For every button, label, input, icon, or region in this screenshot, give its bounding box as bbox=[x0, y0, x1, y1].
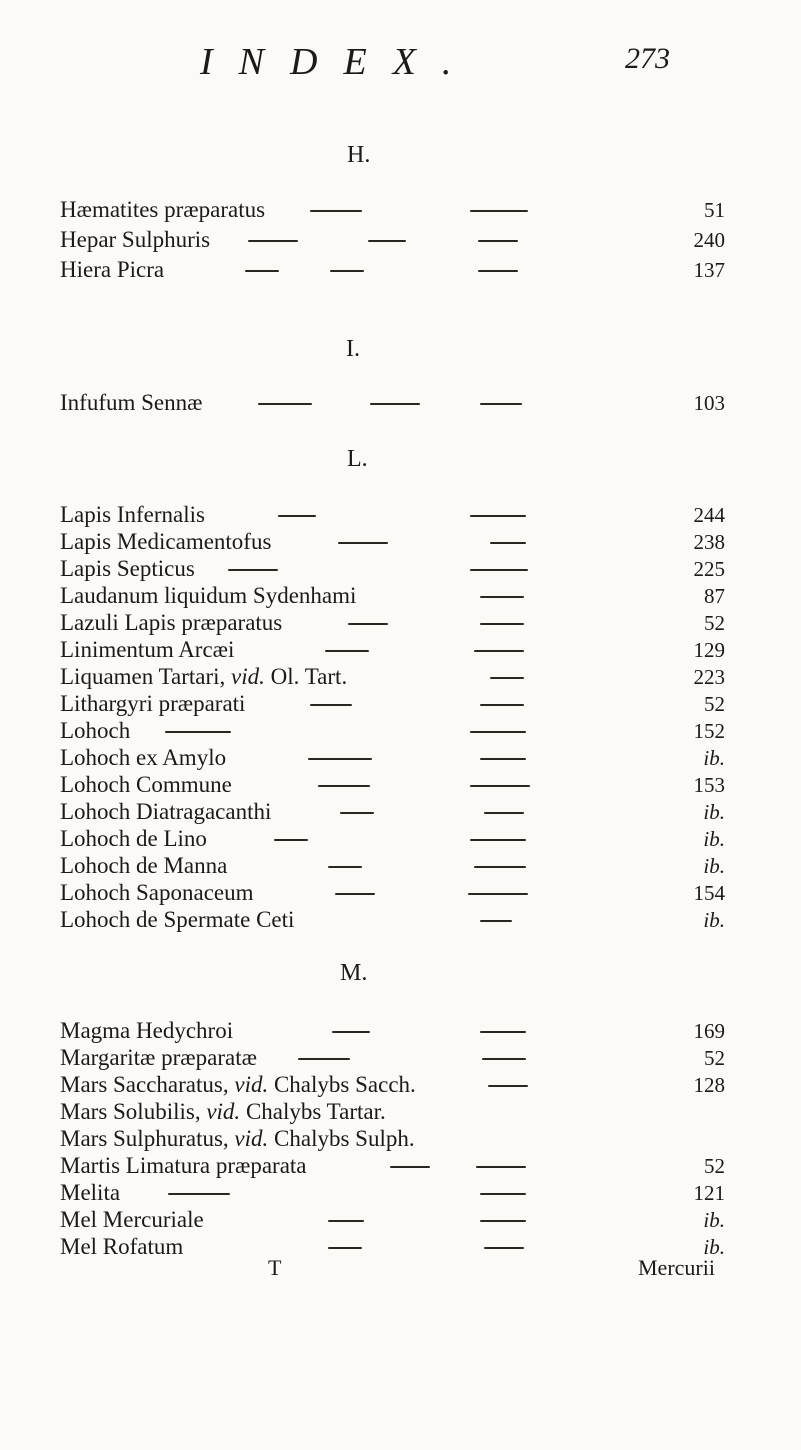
entry-name-part: Mars Sulphuratus, bbox=[60, 1126, 235, 1151]
leader-dash bbox=[328, 1220, 364, 1222]
entry-name-part: Chalybs Tartar. bbox=[240, 1099, 386, 1124]
leader-dash bbox=[470, 515, 526, 517]
leader-dash bbox=[258, 403, 312, 405]
entry-name: Melita bbox=[60, 1180, 121, 1205]
entry-name: Lohoch Saponaceum bbox=[60, 880, 254, 905]
index-entry bbox=[60, 878, 725, 908]
index-entry bbox=[60, 851, 725, 881]
entry-name-part: Chalybs Sulph. bbox=[268, 1126, 415, 1151]
entry-name: Laudanum liquidum Sydenhami bbox=[60, 583, 357, 608]
entry-page: 153 bbox=[693, 773, 725, 797]
entry-page: 240 bbox=[693, 228, 725, 252]
entry-name-part-italic: vid. bbox=[234, 1126, 269, 1151]
entry-name bbox=[60, 1097, 386, 1127]
index-entry bbox=[60, 1205, 725, 1235]
leader-dash bbox=[325, 650, 369, 652]
entry-name-part: Chalybs Sacch. bbox=[268, 1072, 416, 1097]
entry-name bbox=[60, 1070, 416, 1100]
entry-page: ib. bbox=[703, 854, 725, 878]
leader-dash bbox=[484, 812, 524, 814]
index-entry bbox=[60, 1124, 725, 1154]
index-entry bbox=[60, 689, 725, 719]
section-letter-i: I. bbox=[346, 336, 360, 362]
index-entry bbox=[60, 581, 725, 611]
leader-dash bbox=[474, 866, 526, 868]
section-letter-h: H. bbox=[347, 142, 371, 168]
leader-dash bbox=[274, 839, 308, 841]
leader-dash bbox=[390, 1166, 430, 1168]
index-entry bbox=[60, 824, 725, 854]
leader-dash bbox=[248, 240, 298, 242]
entry-name: Lithargyri præparati bbox=[60, 691, 246, 716]
index-entry bbox=[60, 1178, 725, 1208]
leader-dash bbox=[310, 704, 352, 706]
leader-dash bbox=[476, 1166, 526, 1168]
leader-dash bbox=[478, 240, 518, 242]
entry-name: Magma Hedychroi bbox=[60, 1018, 234, 1043]
index-entry bbox=[60, 743, 725, 773]
entry-page: 52 bbox=[704, 1154, 725, 1178]
entry-name-part-italic: vid. bbox=[231, 664, 265, 689]
index-entry bbox=[60, 388, 725, 418]
leader-dash bbox=[330, 270, 364, 272]
entry-name: Lohoch de Spermate Ceti bbox=[60, 907, 295, 932]
leader-dash bbox=[474, 650, 524, 652]
leader-dash bbox=[480, 403, 522, 405]
leader-dash bbox=[470, 785, 530, 787]
entry-name-part-italic: vid. bbox=[234, 1072, 269, 1097]
entry-page: 87 bbox=[704, 584, 725, 608]
entry-page: ib. bbox=[703, 1235, 725, 1259]
index-entry bbox=[60, 797, 725, 827]
section-letter-l: L. bbox=[347, 446, 368, 472]
entry-page: 238 bbox=[693, 530, 725, 554]
entry-name: Lohoch bbox=[60, 718, 131, 743]
entry-name: Martis Limatura præparata bbox=[60, 1153, 307, 1178]
index-entry bbox=[60, 554, 725, 584]
index-entry bbox=[60, 1097, 725, 1127]
entry-page: 152 bbox=[693, 719, 725, 743]
leader-dash bbox=[228, 569, 278, 571]
entry-name: Lohoch de Lino bbox=[60, 826, 207, 851]
page-number: 273 bbox=[625, 42, 670, 75]
leader-dash bbox=[480, 1031, 526, 1033]
entry-page: 154 bbox=[693, 881, 725, 905]
leader-dash bbox=[484, 1247, 524, 1249]
entry-name: Linimentum Arcæi bbox=[60, 637, 235, 662]
entry-name: Lapis Medicamentofus bbox=[60, 529, 272, 554]
index-entry bbox=[60, 1043, 725, 1073]
leader-dash bbox=[370, 403, 420, 405]
entry-page: ib. bbox=[703, 908, 725, 932]
entry-page: 244 bbox=[693, 503, 725, 527]
entry-name: Hæmatites præparatus bbox=[60, 197, 266, 222]
leader-dash bbox=[308, 758, 372, 760]
index-entry bbox=[60, 662, 725, 692]
entry-name: Hiera Picra bbox=[60, 257, 165, 282]
entry-page: 169 bbox=[693, 1019, 725, 1043]
index-entry bbox=[60, 527, 725, 557]
entry-name-part-italic: vid. bbox=[206, 1099, 241, 1124]
leader-dash bbox=[318, 785, 370, 787]
index-entry bbox=[60, 635, 725, 665]
index-entry bbox=[60, 255, 725, 285]
entry-page: ib. bbox=[703, 800, 725, 824]
leader-dash bbox=[470, 839, 526, 841]
entry-name: Infufum Sennæ bbox=[60, 390, 203, 415]
leader-dash bbox=[480, 920, 512, 922]
leader-dash bbox=[332, 1031, 370, 1033]
leader-dash bbox=[470, 210, 528, 212]
entry-page: 52 bbox=[704, 692, 725, 716]
index-entry bbox=[60, 195, 725, 225]
leader-dash bbox=[278, 515, 316, 517]
entry-page: 121 bbox=[693, 1181, 725, 1205]
leader-dash bbox=[488, 1085, 528, 1087]
entry-page: 225 bbox=[693, 557, 725, 581]
leader-dash bbox=[328, 1247, 362, 1249]
entry-name-part: Mars Saccharatus, bbox=[60, 1072, 235, 1097]
leader-dash bbox=[490, 677, 524, 679]
leader-dash bbox=[470, 731, 526, 733]
leader-dash bbox=[480, 1220, 526, 1222]
entry-page: ib. bbox=[703, 1208, 725, 1232]
leader-dash bbox=[298, 1058, 350, 1060]
entry-page: ib. bbox=[703, 827, 725, 851]
index-entry bbox=[60, 905, 725, 935]
entry-name: Lohoch de Manna bbox=[60, 853, 228, 878]
entry-name: Lohoch Diatragacanthi bbox=[60, 799, 272, 824]
entry-page: 129 bbox=[693, 638, 725, 662]
leader-dash bbox=[340, 812, 374, 814]
leader-dash bbox=[480, 758, 526, 760]
leader-dash bbox=[165, 731, 231, 733]
index-entry bbox=[60, 608, 725, 638]
entry-name: Lapis Infernalis bbox=[60, 502, 205, 527]
leader-dash bbox=[478, 270, 518, 272]
entry-name: Lohoch ex Amylo bbox=[60, 745, 227, 770]
section-letter-m: M. bbox=[340, 960, 368, 986]
entry-name: Lapis Septicus bbox=[60, 556, 195, 581]
index-entry bbox=[60, 1151, 725, 1181]
entry-name-part: Ol. Tart. bbox=[264, 664, 348, 689]
entry-name: Mel Mercuriale bbox=[60, 1207, 204, 1232]
entry-name bbox=[60, 1124, 415, 1154]
leader-dash bbox=[468, 893, 528, 895]
leader-dash bbox=[245, 270, 279, 272]
catchword: Mercurii bbox=[638, 1255, 715, 1280]
entry-page: 51 bbox=[704, 198, 725, 222]
leader-dash bbox=[338, 542, 388, 544]
leader-dash bbox=[328, 866, 362, 868]
entry-name: Margaritæ præparatæ bbox=[60, 1045, 257, 1070]
entry-name: Lazuli Lapis præparatus bbox=[60, 610, 283, 635]
leader-dash bbox=[348, 623, 388, 625]
leader-dash bbox=[480, 1193, 526, 1195]
entry-name: Lohoch Commune bbox=[60, 772, 232, 797]
index-entry bbox=[60, 225, 725, 255]
entry-page: ib. bbox=[703, 746, 725, 770]
entry-name: Mel Rofatum bbox=[60, 1234, 184, 1259]
leader-dash bbox=[480, 623, 524, 625]
index-entry bbox=[60, 500, 725, 530]
index-entry bbox=[60, 1070, 725, 1100]
entry-name-part: Mars Solubilis, bbox=[60, 1099, 207, 1124]
leader-dash bbox=[310, 210, 362, 212]
index-entry bbox=[60, 1232, 725, 1262]
entry-page: 103 bbox=[693, 391, 725, 415]
entry-name bbox=[60, 662, 347, 692]
running-title: INDEX. bbox=[200, 41, 478, 83]
entry-page: 223 bbox=[693, 665, 725, 689]
leader-dash bbox=[480, 596, 524, 598]
index-entry bbox=[60, 716, 725, 746]
index-entry bbox=[60, 1016, 725, 1046]
leader-dash bbox=[470, 569, 528, 571]
entry-page: 128 bbox=[693, 1073, 725, 1097]
entry-name-part: Liquamen Tartari, bbox=[60, 664, 232, 689]
leader-dash bbox=[482, 1058, 526, 1060]
leader-dash bbox=[480, 704, 524, 706]
leader-dash bbox=[490, 542, 526, 544]
signature-mark: T bbox=[268, 1255, 282, 1280]
leader-dash bbox=[335, 893, 375, 895]
entry-page: 137 bbox=[693, 258, 725, 282]
entry-page: 52 bbox=[704, 611, 725, 635]
entry-name: Hepar Sulphuris bbox=[60, 227, 211, 252]
leader-dash bbox=[368, 240, 406, 242]
entry-page: 52 bbox=[704, 1046, 725, 1070]
leader-dash bbox=[168, 1193, 230, 1195]
index-entry bbox=[60, 770, 725, 800]
